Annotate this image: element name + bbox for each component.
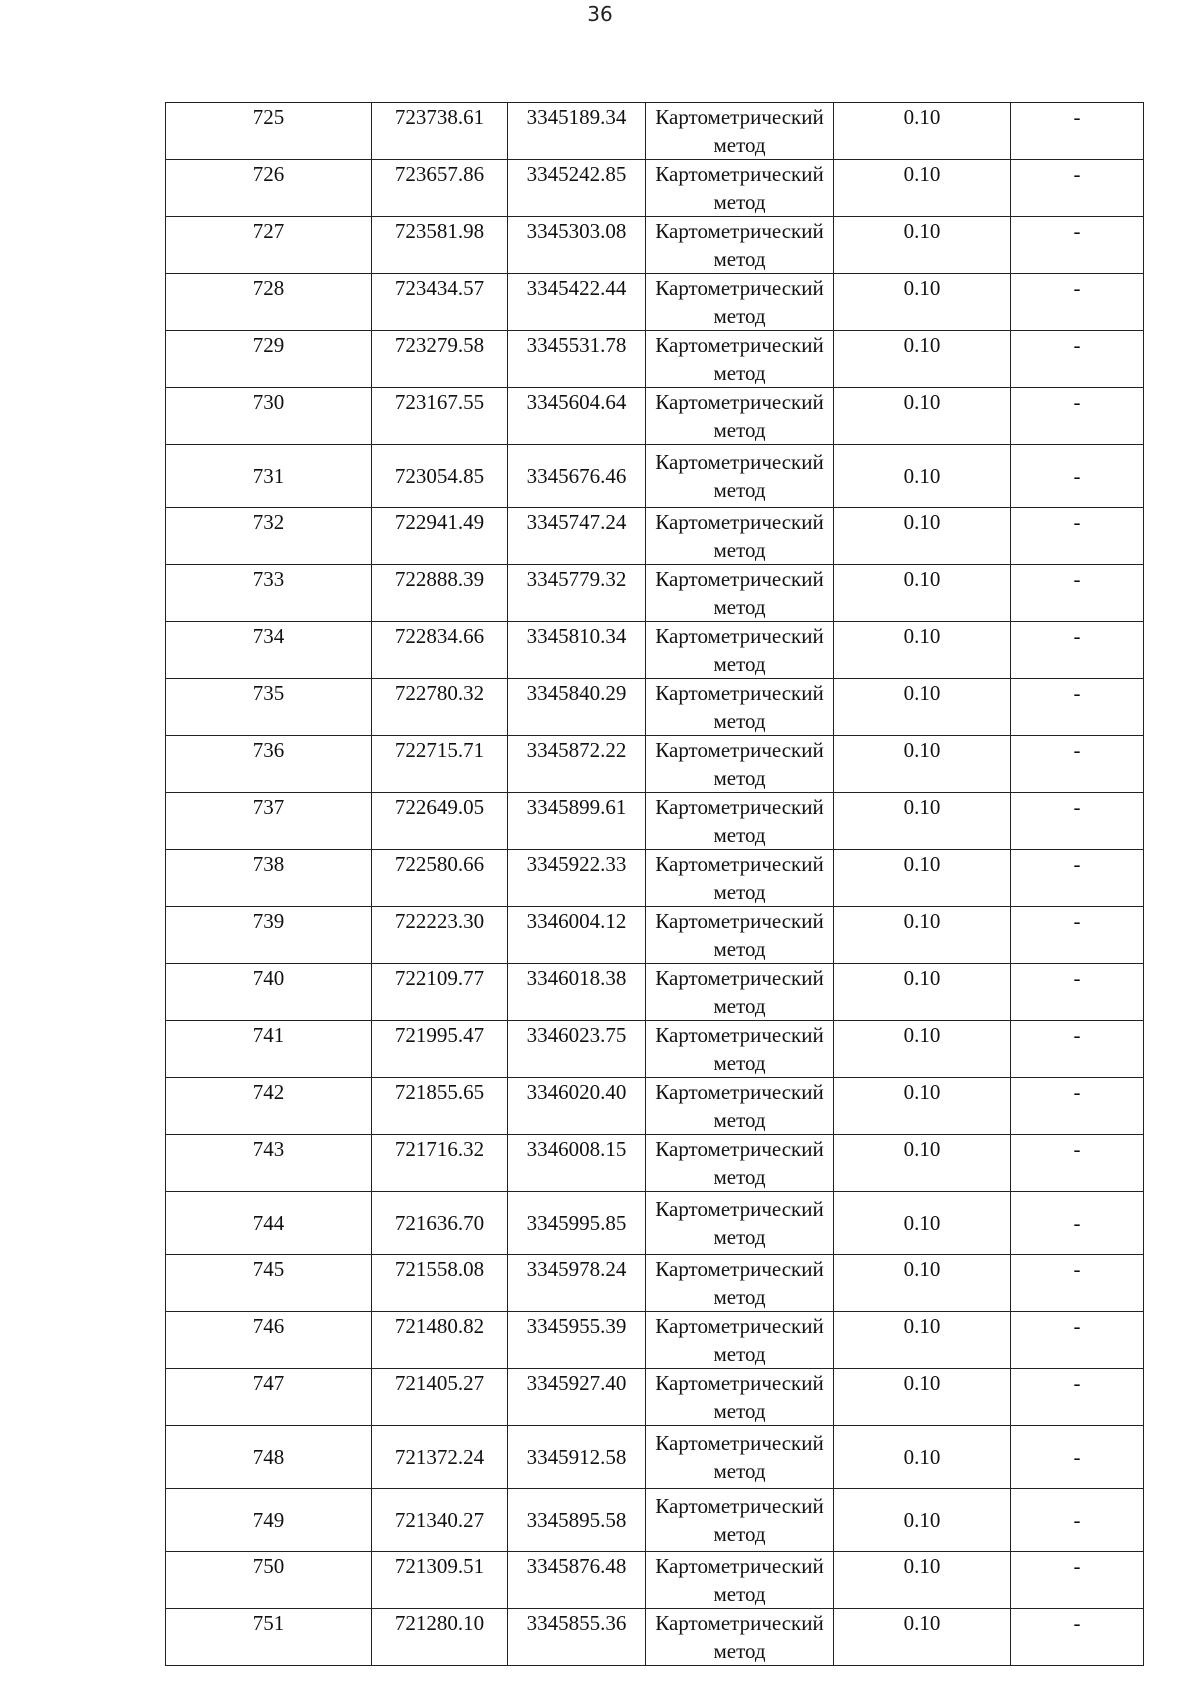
method-line-1: Картометрический [655,1197,824,1221]
method-cell [646,1609,834,1666]
method-line-1: Картометрический [655,1257,824,1281]
table-row [166,1552,1144,1609]
x-coordinate-cell: 723581.98 [372,217,508,274]
note-cell: - [1011,1135,1144,1192]
method-line-1: Картометрический [655,795,824,819]
y-coordinate-cell: 3345899.61 [508,793,646,850]
method-cell [646,274,834,331]
x-coordinate-cell: 723279.58 [372,331,508,388]
note-cell: - [1011,331,1144,388]
x-coordinate-cell: 721372.24 [372,1426,508,1489]
accuracy-cell: 0.10 [834,793,1011,850]
note-cell: - [1011,793,1144,850]
accuracy-cell: 0.10 [834,964,1011,1021]
table-row [166,1312,1144,1369]
method-line-2: метод [713,190,766,214]
accuracy-cell: 0.10 [834,679,1011,736]
note-cell: - [1011,907,1144,964]
accuracy-cell: 0.10 [834,1369,1011,1426]
method-line-2: метод [713,1051,766,1075]
table-row [166,1021,1144,1078]
note-cell: - [1011,1552,1144,1609]
x-coordinate-cell: 722649.05 [372,793,508,850]
method-cell [646,331,834,388]
note-cell: - [1011,1192,1144,1255]
accuracy-cell: 0.10 [834,850,1011,907]
note-cell: - [1011,679,1144,736]
accuracy-cell: 0.10 [834,1192,1011,1255]
method-cell [646,388,834,445]
accuracy-cell: 0.10 [834,907,1011,964]
method-line-2: метод [713,766,766,790]
table-row [166,793,1144,850]
note-cell: - [1011,736,1144,793]
accuracy-cell: 0.10 [834,1609,1011,1666]
method-line-2: метод [713,478,766,502]
point-number-cell: 728 [166,274,372,331]
y-coordinate-cell: 3345895.58 [508,1489,646,1552]
accuracy-cell: 0.10 [834,274,1011,331]
method-cell [646,1135,834,1192]
method-line-2: метод [713,994,766,1018]
note-cell: - [1011,445,1144,508]
method-cell [646,679,834,736]
point-number-cell: 735 [166,679,372,736]
point-number-cell: 732 [166,508,372,565]
method-cell [646,850,834,907]
method-line-1: Картометрический [655,105,824,129]
method-cell [646,160,834,217]
y-coordinate-cell: 3345810.34 [508,622,646,679]
table-row [166,388,1144,445]
page-number: 36 [587,2,613,26]
method-line-1: Картометрический [655,966,824,990]
coordinates-table-body [166,103,1144,1666]
method-cell [646,793,834,850]
y-coordinate-cell: 3345955.39 [508,1312,646,1369]
note-cell: - [1011,508,1144,565]
method-cell [646,565,834,622]
point-number-cell: 741 [166,1021,372,1078]
accuracy-cell: 0.10 [834,1552,1011,1609]
accuracy-cell: 0.10 [834,565,1011,622]
method-cell [646,217,834,274]
method-line-2: метод [713,247,766,271]
method-line-2: метод [713,709,766,733]
note-cell: - [1011,1489,1144,1552]
table-row [166,1489,1144,1552]
x-coordinate-cell: 722888.39 [372,565,508,622]
method-cell [646,445,834,508]
x-coordinate-cell: 721309.51 [372,1552,508,1609]
note-cell: - [1011,217,1144,274]
y-coordinate-cell: 3345422.44 [508,274,646,331]
note-cell: - [1011,388,1144,445]
method-line-2: метод [713,1165,766,1189]
method-cell [646,907,834,964]
table-row [166,1192,1144,1255]
table-row [166,679,1144,736]
method-cell [646,1426,834,1489]
y-coordinate-cell: 3345855.36 [508,1609,646,1666]
point-number-cell: 745 [166,1255,372,1312]
method-line-2: метод [713,652,766,676]
table-row [166,1255,1144,1312]
method-line-1: Картометрический [655,276,824,300]
method-line-1: Картометрический [655,1554,824,1578]
table-row [166,1135,1144,1192]
coordinates-table [165,102,1144,1666]
method-line-2: метод [713,823,766,847]
method-cell [646,1255,834,1312]
point-number-cell: 733 [166,565,372,622]
table-row [166,736,1144,793]
method-cell [646,1078,834,1135]
point-number-cell: 750 [166,1552,372,1609]
point-number-cell: 737 [166,793,372,850]
y-coordinate-cell: 3346020.40 [508,1078,646,1135]
method-line-1: Картометрический [655,219,824,243]
accuracy-cell: 0.10 [834,388,1011,445]
method-line-1: Картометрический [655,1314,824,1338]
x-coordinate-cell: 722715.71 [372,736,508,793]
method-line-1: Картометрический [655,1080,824,1104]
point-number-cell: 748 [166,1426,372,1489]
table-row [166,103,1144,160]
x-coordinate-cell: 722941.49 [372,508,508,565]
x-coordinate-cell: 723167.55 [372,388,508,445]
point-number-cell: 726 [166,160,372,217]
accuracy-cell: 0.10 [834,103,1011,160]
accuracy-cell: 0.10 [834,217,1011,274]
y-coordinate-cell: 3345303.08 [508,217,646,274]
method-line-2: метод [713,1225,766,1249]
accuracy-cell: 0.10 [834,736,1011,793]
accuracy-cell: 0.10 [834,160,1011,217]
method-line-2: метод [713,937,766,961]
table-row [166,1426,1144,1489]
y-coordinate-cell: 3346004.12 [508,907,646,964]
method-line-2: метод [713,1342,766,1366]
table-row [166,565,1144,622]
note-cell: - [1011,850,1144,907]
point-number-cell: 727 [166,217,372,274]
method-line-1: Картометрический [655,390,824,414]
accuracy-cell: 0.10 [834,445,1011,508]
method-line-2: метод [713,1399,766,1423]
y-coordinate-cell: 3346018.38 [508,964,646,1021]
method-line-1: Картометрический [655,1371,824,1395]
method-line-2: метод [713,133,766,157]
method-line-1: Картометрический [655,333,824,357]
point-number-cell: 739 [166,907,372,964]
point-number-cell: 736 [166,736,372,793]
y-coordinate-cell: 3345242.85 [508,160,646,217]
y-coordinate-cell: 3345912.58 [508,1426,646,1489]
accuracy-cell: 0.10 [834,1078,1011,1135]
note-cell: - [1011,160,1144,217]
method-cell [646,1021,834,1078]
point-number-cell: 738 [166,850,372,907]
method-line-2: метод [713,1108,766,1132]
method-line-1: Картометрический [655,1137,824,1161]
y-coordinate-cell: 3345995.85 [508,1192,646,1255]
y-coordinate-cell: 3345747.24 [508,508,646,565]
table-row [166,622,1144,679]
method-cell [646,1369,834,1426]
table-row [166,1369,1144,1426]
table-row [166,1609,1144,1666]
x-coordinate-cell: 723657.86 [372,160,508,217]
method-line-2: метод [713,1582,766,1606]
note-cell: - [1011,103,1144,160]
accuracy-cell: 0.10 [834,508,1011,565]
y-coordinate-cell: 3345876.48 [508,1552,646,1609]
accuracy-cell: 0.10 [834,1426,1011,1489]
x-coordinate-cell: 723434.57 [372,274,508,331]
note-cell: - [1011,622,1144,679]
x-coordinate-cell: 721855.65 [372,1078,508,1135]
x-coordinate-cell: 721716.32 [372,1135,508,1192]
x-coordinate-cell: 721280.10 [372,1609,508,1666]
method-cell [646,1552,834,1609]
y-coordinate-cell: 3345779.32 [508,565,646,622]
table-row [166,217,1144,274]
table-row [166,850,1144,907]
point-number-cell: 746 [166,1312,372,1369]
table-row [166,907,1144,964]
note-cell: - [1011,1312,1144,1369]
method-line-2: метод [713,1639,766,1663]
note-cell: - [1011,964,1144,1021]
note-cell: - [1011,274,1144,331]
y-coordinate-cell: 3345922.33 [508,850,646,907]
table-row [166,274,1144,331]
point-number-cell: 749 [166,1489,372,1552]
point-number-cell: 742 [166,1078,372,1135]
method-line-1: Картометрический [655,852,824,876]
method-cell [646,1312,834,1369]
accuracy-cell: 0.10 [834,331,1011,388]
x-coordinate-cell: 721558.08 [372,1255,508,1312]
x-coordinate-cell: 722109.77 [372,964,508,1021]
method-cell [646,736,834,793]
method-line-1: Картометрический [655,738,824,762]
y-coordinate-cell: 3346023.75 [508,1021,646,1078]
method-line-2: метод [713,1285,766,1309]
note-cell: - [1011,1609,1144,1666]
method-line-1: Картометрический [655,624,824,648]
accuracy-cell: 0.10 [834,1312,1011,1369]
method-cell [646,508,834,565]
x-coordinate-cell: 722834.66 [372,622,508,679]
table-row [166,160,1144,217]
method-cell [646,622,834,679]
method-line-1: Картометрический [655,1611,824,1635]
accuracy-cell: 0.10 [834,1135,1011,1192]
y-coordinate-cell: 3345604.64 [508,388,646,445]
method-line-1: Картометрический [655,510,824,534]
y-coordinate-cell: 3345978.24 [508,1255,646,1312]
table-row [166,1078,1144,1135]
note-cell: - [1011,1255,1144,1312]
x-coordinate-cell: 721405.27 [372,1369,508,1426]
note-cell: - [1011,1078,1144,1135]
accuracy-cell: 0.10 [834,622,1011,679]
y-coordinate-cell: 3345676.46 [508,445,646,508]
point-number-cell: 725 [166,103,372,160]
method-line-1: Картометрический [655,681,824,705]
accuracy-cell: 0.10 [834,1255,1011,1312]
point-number-cell: 747 [166,1369,372,1426]
table-row [166,964,1144,1021]
x-coordinate-cell: 723054.85 [372,445,508,508]
point-number-cell: 751 [166,1609,372,1666]
y-coordinate-cell: 3345927.40 [508,1369,646,1426]
y-coordinate-cell: 3345531.78 [508,331,646,388]
method-cell [646,103,834,160]
accuracy-cell: 0.10 [834,1489,1011,1552]
method-cell [646,1489,834,1552]
point-number-cell: 731 [166,445,372,508]
method-line-1: Картометрический [655,909,824,933]
method-line-2: метод [713,880,766,904]
note-cell: - [1011,1426,1144,1489]
method-line-2: метод [713,418,766,442]
x-coordinate-cell: 721340.27 [372,1489,508,1552]
x-coordinate-cell: 722223.30 [372,907,508,964]
accuracy-cell: 0.10 [834,1021,1011,1078]
note-cell: - [1011,1021,1144,1078]
y-coordinate-cell: 3346008.15 [508,1135,646,1192]
x-coordinate-cell: 723738.61 [372,103,508,160]
method-line-1: Картометрический [655,1494,824,1518]
point-number-cell: 744 [166,1192,372,1255]
method-line-2: метод [713,361,766,385]
x-coordinate-cell: 722580.66 [372,850,508,907]
method-line-2: метод [713,1459,766,1483]
method-line-1: Картометрический [655,450,824,474]
method-line-1: Картометрический [655,1023,824,1047]
y-coordinate-cell: 3345840.29 [508,679,646,736]
note-cell: - [1011,1369,1144,1426]
method-line-1: Картометрический [655,162,824,186]
method-cell [646,964,834,1021]
table-row [166,508,1144,565]
point-number-cell: 729 [166,331,372,388]
point-number-cell: 734 [166,622,372,679]
table-row [166,331,1144,388]
note-cell: - [1011,565,1144,622]
method-line-1: Картометрический [655,567,824,591]
x-coordinate-cell: 721480.82 [372,1312,508,1369]
x-coordinate-cell: 722780.32 [372,679,508,736]
method-cell [646,1192,834,1255]
y-coordinate-cell: 3345189.34 [508,103,646,160]
point-number-cell: 730 [166,388,372,445]
table-row [166,445,1144,508]
method-line-2: метод [713,1522,766,1546]
method-line-2: метод [713,538,766,562]
x-coordinate-cell: 721995.47 [372,1021,508,1078]
method-line-2: метод [713,595,766,619]
point-number-cell: 743 [166,1135,372,1192]
point-number-cell: 740 [166,964,372,1021]
y-coordinate-cell: 3345872.22 [508,736,646,793]
x-coordinate-cell: 721636.70 [372,1192,508,1255]
method-line-2: метод [713,304,766,328]
method-line-1: Картометрический [655,1431,824,1455]
